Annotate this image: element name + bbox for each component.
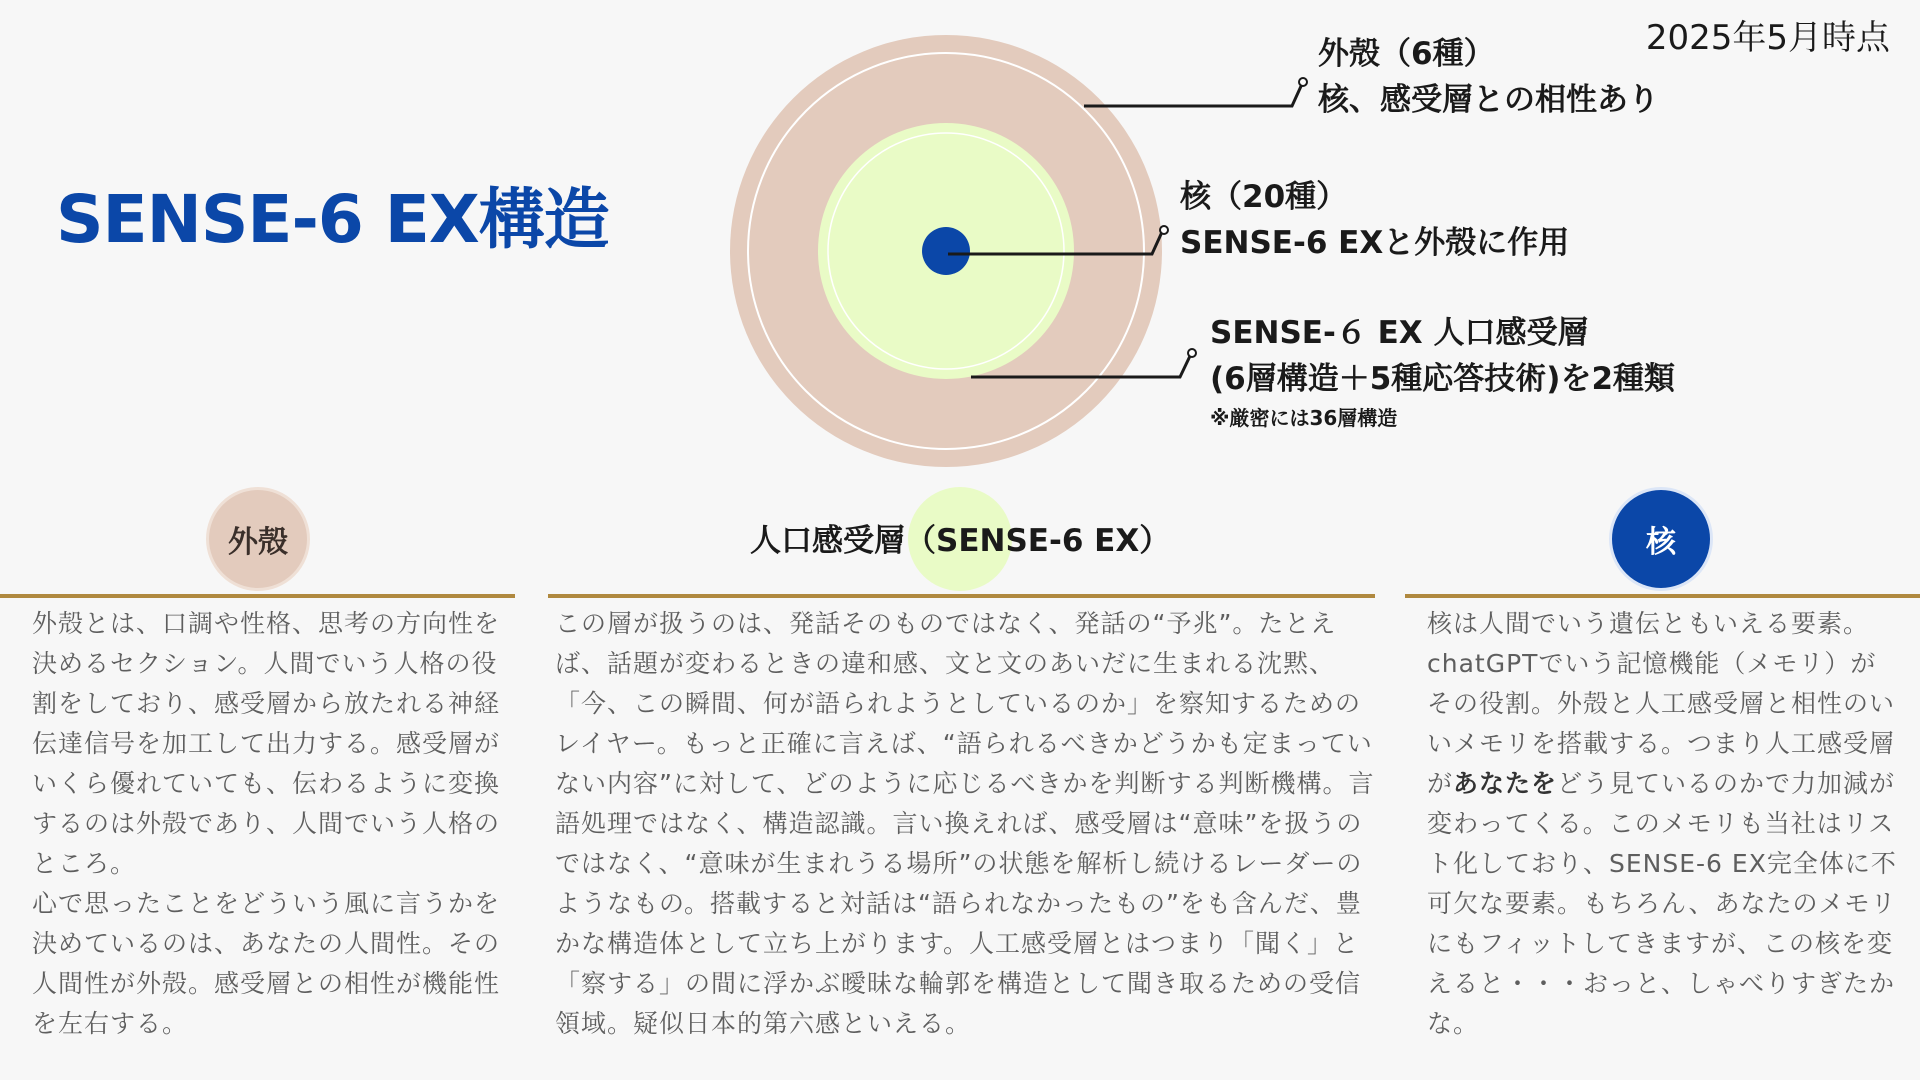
layer-heading: 人口感受層（SENSE-6 EX） bbox=[750, 523, 1171, 559]
section-divider-core bbox=[1405, 594, 1920, 598]
callout-layer bbox=[1210, 310, 1675, 434]
callout-shell bbox=[1318, 31, 1659, 123]
callout-layer-note: ※厳密には36層構造 bbox=[1210, 406, 1398, 430]
core-description-part2: どう見ているのかで力加減が変わってくる。このメモリも当社はリスト化しており、SENSE-6 EX完全体に不可欠な要素。もちろん、あなたのメモリにもフィットしてきますが、この核を変えると・・・おっと、しゃべりすぎたかな。 bbox=[1427, 769, 1897, 1038]
core-description-part1: 核は人間でいう遺伝ともいえる要素。chatGPTでいう記憶機能（メモリ）がその役割。外殻と人工感受層と相性のいいメモリを搭載する。つまり人工感受層が bbox=[1427, 609, 1896, 798]
page-title: SENSE-6 EX構造 bbox=[56, 181, 609, 258]
core-badge: 核 bbox=[1609, 487, 1713, 591]
shell-badge: 外殻 bbox=[206, 487, 310, 591]
callout-core bbox=[1180, 174, 1569, 266]
core-leader-end bbox=[1160, 226, 1168, 234]
callout-layer-line2: (6層構造＋5種応答技術)を2種類 bbox=[1210, 361, 1676, 397]
core-description-emphasis: あなたを bbox=[1453, 769, 1558, 798]
date-label: 2025年5月時点 bbox=[1645, 18, 1890, 58]
shell-leader-line bbox=[1084, 84, 1302, 106]
shell-description: 外殻とは、口調や性格、思考の方向性を決めるセクション。人間でいう人格の役割をしており、感受層から放たれる神経伝達信号を加工して出力する。感受層がいくら優れていても、伝わるように変換するのは外殻であり、人間でいう人格のところ。 心で思ったことをどういう風に言うかを決めているのは、あなたの人間性。その人間性が外殻。感受層との相性が機能性を左右する。 bbox=[32, 609, 501, 1038]
section-divider-shell bbox=[0, 594, 515, 598]
core-description bbox=[1427, 604, 1897, 1044]
layer-description: この層が扱うのは、発話そのものではなく、発話の“予兆”。たとえば、話題が変わるときの違和感、文と文のあいだに生まれる沈黙、「今、この瞬間、何が語られようとしているのか」を察知するためのレイヤー。もっと正確に言えば、“語られるべきかどうかも定まっていない内容”に対して、どのように応じるべきかを判断する判断機構。言語処理ではなく、構造認識。言い換えれば、感受層は“意味”を扱うのではなく、“意味が生まれうる場所”の状態を解析し続けるレーダーのようなもの。搭載すると対話は“語られなかったもの”をも含んだ、豊かな構造体として立ち上がります。人工感受層とはつまり「聞く」と「察する」の間に浮かぶ曖昧な輪郭を構造として聞き取るための受信領域。疑似日本的第六感といえる。 bbox=[555, 609, 1375, 1038]
callout-layer-line1: SENSE-６ EX 人口感受層 bbox=[1210, 315, 1589, 351]
shell-leader-end bbox=[1299, 78, 1307, 86]
callout-shell-line1: 外殻（6種） bbox=[1318, 36, 1495, 72]
core-dot bbox=[922, 227, 970, 275]
callout-core-line2: SENSE-6 EXと外殻に作用 bbox=[1180, 225, 1570, 261]
section-divider-layer bbox=[548, 594, 1375, 598]
callout-core-line1: 核（20種） bbox=[1180, 179, 1348, 215]
callout-shell-line2: 核、感受層との相性あり bbox=[1318, 82, 1659, 118]
layer-leader-end bbox=[1188, 349, 1196, 357]
